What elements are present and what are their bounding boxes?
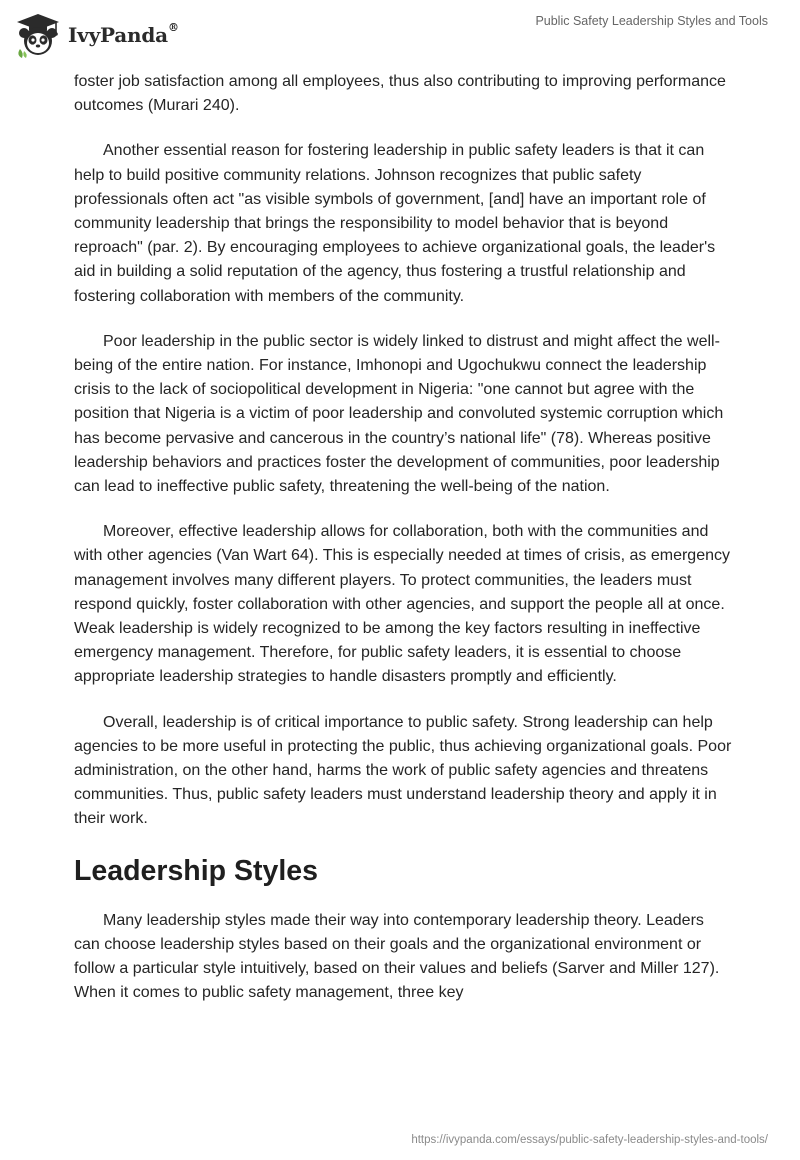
paragraph: Many leadership styles made their way into contemporary leadership theory. Leaders can choose leadership styles based on their goals and the organizational environment or follow a particular style intuitively, based on their values and beliefs (Sarver and Miller 127). When it comes to public safety management, three key — [74, 911, 720, 1002]
paragraph: foster job satisfaction among all employees, thus also contributing to improving performance outcomes (Murari 240). — [74, 73, 726, 115]
logo-wordmark: IvyPanda® — [68, 21, 179, 47]
paragraph: Poor leadership in the public sector is widely linked to distrust and might affect the well-being of the entire nation. For instance, Imhonopi and Ugochukwu connect the leadership crisis to the lack of sociopolitical development in Nigeria: "one cannot but agree with the position that Nigeria is a victim of poor leadership and convoluted systemic corruption which has become pervasive and cancerous in the country’s national life" (78). Whereas positive leadership behaviors and practices foster the development of communities, poor leadership can lead to ineffective public safety, threatening the well-being of the nation. — [74, 332, 724, 496]
panda-graduate-icon — [14, 11, 62, 59]
paragraph: Moreover, effective leadership allows for collaboration, both with the communities and with other agencies (Van Wart 64). This is especially needed at times of crisis, as emergency management involves many different players. To protect communities, the leaders must respond quickly, foster collaboration with other agencies, and support the people all at once. Weak leadership is widely recognized to be among the key factors resulting in ineffective emergency management. Therefore, for public safety leaders, it is essential to choose appropriate leadership strategies to handle disasters promptly and efficiently. — [74, 523, 730, 686]
paragraph: Another essential reason for fostering leadership in public safety leaders is that it can help to build positive community relations. Johnson recognizes that public safety professionals often act "as visible symbols of government, [and] have an important role of community leadership that brings the responsibility to model behavior that is beyond reproach" (par. 2). By encouraging employees to achieve organizational goals, the leader's aid in building a solid reputation of the agency, thus fostering a trustful relationship and fostering collaboration with members of the community. — [74, 142, 716, 305]
ivypanda-logo[interactable] — [14, 8, 204, 62]
section-heading: Leadership Styles — [74, 854, 318, 887]
source-url[interactable]: https://ivypanda.com/essays/public-safety-leadership-styles-and-tools/ — [411, 1134, 768, 1146]
essay-body — [74, 70, 734, 1027]
page-header — [0, 0, 800, 70]
document-title: Public Safety Leadership Styles and Tools — [535, 14, 768, 28]
paragraph: Overall, leadership is of critical importance to public safety. Strong leadership can help agencies to be more useful in protecting the public, thus achieving organizational goals. Poor administration, on the other hand, harms the work of public safety agencies and threatens communities. Thus, public safety leaders must understand leadership theory and apply it in their work. — [74, 713, 732, 828]
